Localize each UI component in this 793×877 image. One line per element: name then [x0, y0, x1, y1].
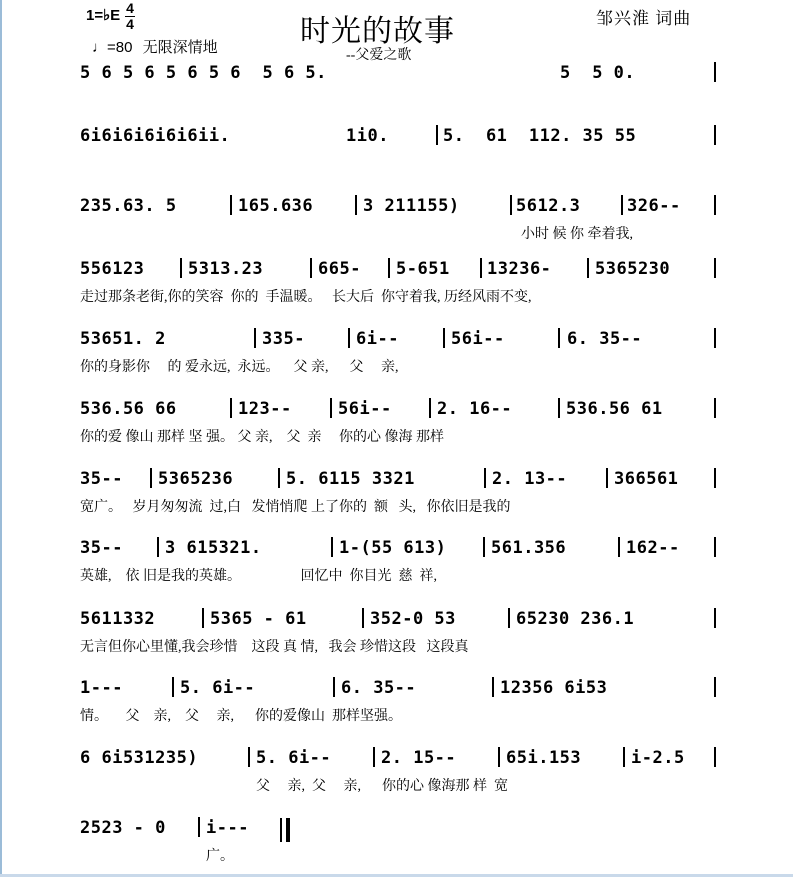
barline: [623, 747, 625, 767]
notation-segment: 5. 61 112. 35 55: [443, 126, 637, 146]
barline: [172, 677, 174, 697]
barline: [498, 747, 500, 767]
barline: [480, 258, 482, 278]
barline: [429, 398, 431, 418]
barline: [714, 677, 716, 697]
notation-segment: 366561: [614, 469, 679, 489]
barline: [230, 398, 232, 418]
tempo-marking: [92, 36, 218, 57]
barline: [373, 747, 375, 767]
notation-segment: 13236-: [487, 259, 552, 279]
barline: [278, 468, 280, 488]
notation-segment: 5. 6i--: [256, 748, 332, 768]
song-subtitle: --父爱之歌: [346, 48, 412, 63]
barline: [714, 195, 716, 215]
barline: [587, 258, 589, 278]
barline: [714, 468, 716, 488]
author-credit: 邹兴淮 词曲: [596, 9, 692, 28]
barline: [558, 328, 560, 348]
notation-segment: 235.63. 5: [80, 196, 177, 216]
notation-segment: 65230 236.1: [516, 609, 635, 629]
barline: [202, 608, 204, 628]
notation-segment: 56i--: [451, 329, 505, 349]
barline: [388, 258, 390, 278]
barline: [714, 125, 716, 145]
notation-segment: 162--: [626, 538, 680, 558]
notation-segment: 53651. 2: [80, 329, 166, 349]
lyric-line: 走过那条老街,你的笑容 你的 手温暖。 长大后 你守着我, 历经风雨不变,: [80, 290, 532, 305]
notation-segment: 35--: [80, 538, 123, 558]
barline: [714, 398, 716, 418]
barline: [558, 398, 560, 418]
notation-segment: 5. 6115 3321: [286, 469, 415, 489]
lyric-line: 小时 候 你 牵着我,: [521, 227, 633, 242]
notation-segment: 12356 6i53: [500, 678, 608, 698]
notation-segment: 6. 35--: [341, 678, 417, 698]
notation-segment: 536.56 61: [566, 399, 663, 419]
notation-segment: 3 615321.: [165, 538, 262, 558]
notation-segment: 335-: [262, 329, 305, 349]
tempo-value: ♩=80: [92, 39, 133, 56]
notation-segment: 665-: [318, 259, 361, 279]
notation-segment: 556123: [80, 259, 145, 279]
notation-segment: 6. 35--: [567, 329, 643, 349]
window-left-edge: [0, 0, 2, 877]
lyric-line: 广。: [206, 849, 234, 864]
lyric-line: 你的爱 像山 那样 坚 强。 父 亲, 父 亲 你的心 像海 那样: [80, 430, 444, 445]
notation-segment: 536.56 66: [80, 399, 177, 419]
barline: [443, 328, 445, 348]
notation-segment: 5611332: [80, 609, 156, 629]
barline: [508, 608, 510, 628]
barline: [157, 537, 159, 557]
barline: [714, 328, 716, 348]
notation-segment: 65i.153: [506, 748, 582, 768]
barline: [355, 195, 357, 215]
notation-segment: 5 5 0.: [560, 63, 636, 83]
barline: [618, 537, 620, 557]
notation-segment: i---: [206, 818, 249, 838]
notation-segment: 2. 16--: [437, 399, 513, 419]
final-barline: [286, 818, 290, 842]
notation-segment: 2523 - 0: [80, 818, 166, 838]
barline: [150, 468, 152, 488]
notation-segment: 165.636: [238, 196, 314, 216]
notation-segment: 5365236: [158, 469, 234, 489]
time-signature-bottom: 4: [126, 16, 134, 32]
notation-segment: 123--: [238, 399, 292, 419]
barline: [492, 677, 494, 697]
notation-segment: 2. 15--: [381, 748, 457, 768]
barline: [714, 62, 716, 82]
song-title: 时光的故事: [300, 15, 455, 48]
notation-segment: 5612.3: [516, 196, 581, 216]
notation-segment: 56i--: [338, 399, 392, 419]
notation-segment: 326--: [627, 196, 681, 216]
barline: [330, 398, 332, 418]
barline: [348, 328, 350, 348]
notation-segment: 1---: [80, 678, 123, 698]
notation-segment: 6 6i531235): [80, 748, 199, 768]
notation-segment: 5-651: [396, 259, 450, 279]
notation-segment: 3 211155): [363, 196, 460, 216]
time-signature: [125, 2, 135, 31]
notation-segment: 352-0 53: [370, 609, 456, 629]
barline: [333, 677, 335, 697]
barline: [714, 747, 716, 767]
lyric-line: 无言但你心里懂,我会珍惜 这段 真 情, 我会 珍惜这段 这段真: [80, 640, 469, 655]
lyric-line: 情。 父 亲, 父 亲, 你的爱像山 那样坚强。: [80, 709, 402, 724]
notation-segment: 5365 - 61: [210, 609, 307, 629]
time-signature-top: 4: [126, 0, 134, 16]
notation-segment: 5313.23: [188, 259, 264, 279]
notation-segment: 6i--: [356, 329, 399, 349]
expression-marking: 无限深情地: [142, 39, 218, 56]
barline: [254, 328, 256, 348]
barline: [198, 817, 200, 837]
notation-segment: 2. 13--: [492, 469, 568, 489]
barline: [606, 468, 608, 488]
barline: [436, 125, 438, 145]
lyric-line: 父 亲, 父 亲, 你的心 像海那 样 宽: [256, 779, 508, 794]
barline: [483, 537, 485, 557]
notation-segment: 5365230: [595, 259, 671, 279]
barline: [248, 747, 250, 767]
barline: [714, 258, 716, 278]
barline: [310, 258, 312, 278]
barline: [180, 258, 182, 278]
key-signature: 1=♭E: [86, 7, 121, 24]
notation-segment: 1-(55 613): [339, 538, 447, 558]
barline: [714, 537, 716, 557]
barline: [362, 608, 364, 628]
barline: [484, 468, 486, 488]
notation-segment: i-2.5: [631, 748, 685, 768]
notation-segment: 1i0.: [346, 126, 389, 146]
barline: [230, 195, 232, 215]
barline: [621, 195, 623, 215]
barline: [331, 537, 333, 557]
notation-segment: 561.356: [491, 538, 567, 558]
barline: [510, 195, 512, 215]
notation-segment: 35--: [80, 469, 123, 489]
lyric-line: 你的身影你 的 爱永远, 永远。 父 亲, 父 亲,: [80, 360, 399, 375]
notation-segment: 5. 6i--: [180, 678, 256, 698]
barline: [714, 608, 716, 628]
final-barline-thin: [280, 818, 282, 842]
notation-segment: 6i6i6i6i6i6ii.: [80, 126, 231, 146]
notation-segment: 5 6 5 6 5 6 5 6 5 6 5.: [80, 63, 327, 83]
lyric-line: 宽广。 岁月匆匆流 过,白 发悄悄爬 上了你的 额 头, 你依旧是我的: [80, 500, 511, 515]
lyric-line: 英雄, 依 旧是我的英雄。 回忆中 你目光 慈 祥,: [80, 569, 437, 584]
